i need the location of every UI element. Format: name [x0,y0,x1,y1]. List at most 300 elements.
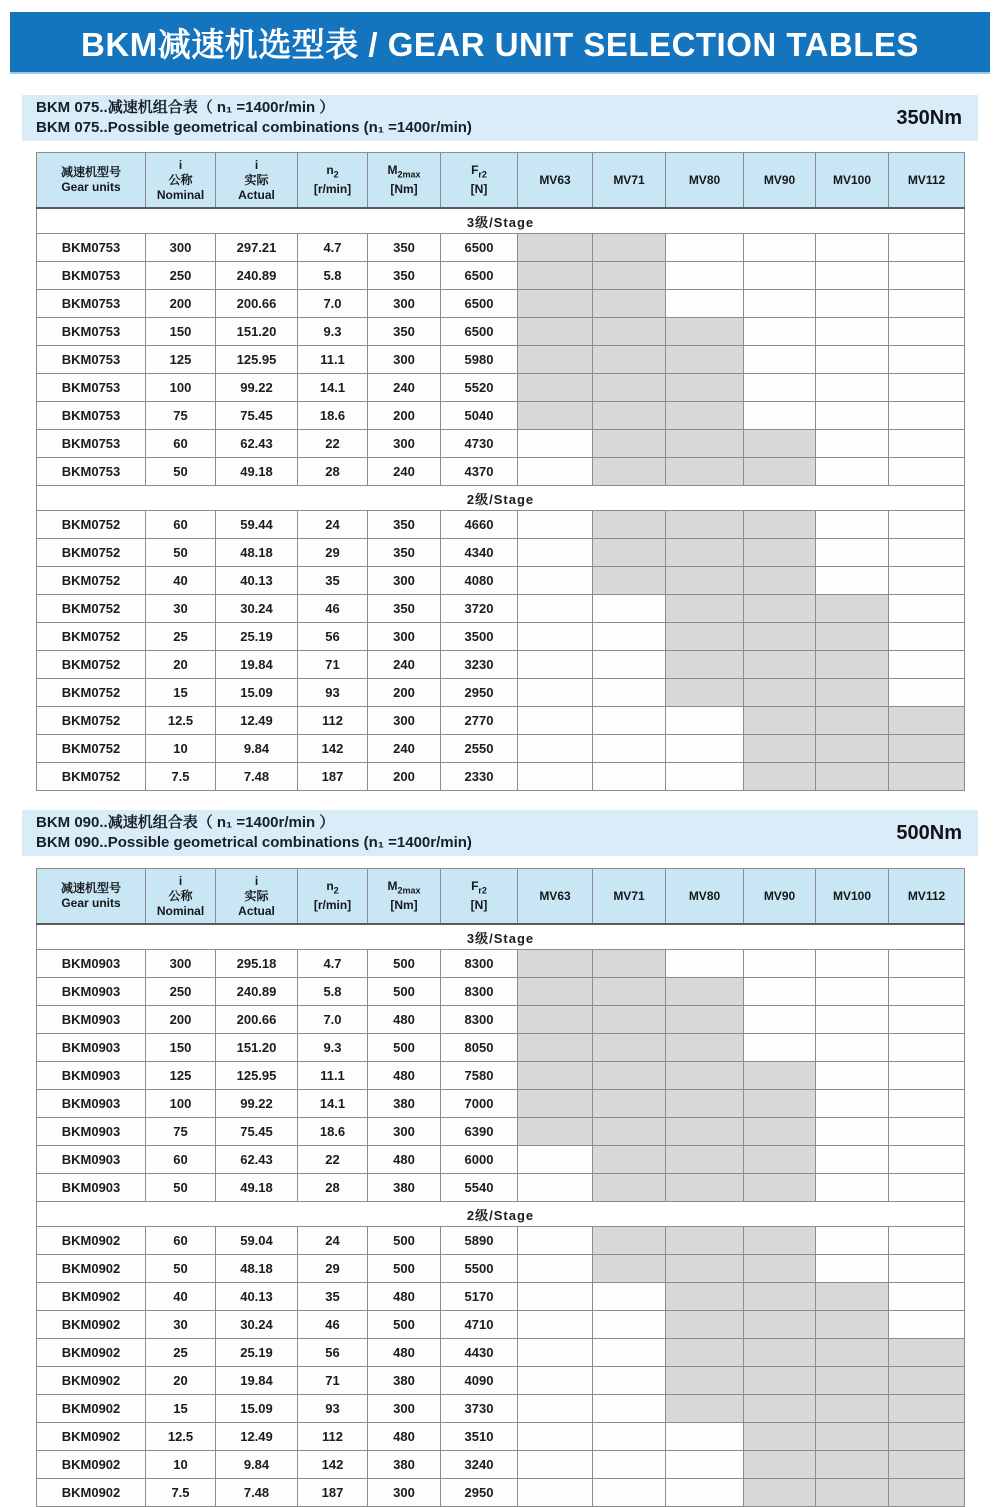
ratio-actual-cell: 200.66 [216,290,298,318]
mv-availability-cell [744,1062,816,1090]
fr2-cell: 6500 [441,290,518,318]
n2-cell: 5.8 [298,978,368,1006]
ratio-actual-cell: 25.19 [216,1339,298,1367]
stage-header-row [37,1202,965,1227]
mv-availability-cell [744,374,816,402]
table-row [37,458,965,486]
mv-availability-cell [816,346,889,374]
table-row [37,1090,965,1118]
gear-unit-cell: BKM0752 [37,707,146,735]
fr2-cell: 4660 [441,511,518,539]
ratio-nominal-cell: 300 [146,234,216,262]
col-header-mv80: MV80 [666,153,744,209]
ratio-actual-cell: 200.66 [216,1006,298,1034]
mv-availability-cell [816,1227,889,1255]
fr2-cell: 6390 [441,1118,518,1146]
symbol-base: F [471,162,479,177]
mv-availability-cell [593,651,666,679]
mv-availability-cell [593,1423,666,1451]
mv-availability-cell [889,978,965,1006]
ratio-actual-cell: 9.84 [216,735,298,763]
symbol-base: M [387,162,398,177]
gear-unit-cell: BKM0902 [37,1423,146,1451]
mv-availability-cell [744,651,816,679]
symbol-base: F [471,878,479,893]
mv-availability-cell [889,1227,965,1255]
ratio-nominal-cell: 125 [146,346,216,374]
mv-availability-cell [518,1174,593,1202]
header-line: 减速机型号 [60,165,121,179]
symbol-base: M [387,878,398,893]
gear-unit-cell: BKM0903 [37,1006,146,1034]
mv-availability-cell [816,1118,889,1146]
fr2-cell: 4730 [441,430,518,458]
mv-availability-cell [744,1479,816,1507]
mv-availability-cell [889,651,965,679]
mv-availability-cell [816,679,889,707]
fr2-cell: 5980 [441,346,518,374]
table-row [37,262,965,290]
mv-availability-cell [593,402,666,430]
ratio-nominal-cell: 50 [146,1255,216,1283]
mv-availability-cell [666,1451,744,1479]
m2max-cell: 240 [368,458,441,486]
ratio-actual-cell: 48.18 [216,1255,298,1283]
mv-availability-cell [518,1283,593,1311]
col-header-m2max [368,869,441,925]
mv-availability-cell [816,458,889,486]
mv-availability-cell [518,1118,593,1146]
mv-availability-cell [666,1339,744,1367]
table-row [37,1146,965,1174]
mv-availability-cell [518,1090,593,1118]
mv-availability-cell [816,318,889,346]
fr2-cell: 4430 [441,1339,518,1367]
col-header-m2max [368,153,441,209]
mv-availability-cell [518,430,593,458]
mv-availability-cell [518,539,593,567]
section-heading-cn: BKM 075..减速机组合表（ n₁ =1400r/min ） [36,99,335,116]
ratio-nominal-cell: 75 [146,1118,216,1146]
header-line: 实际 [244,172,269,187]
mv-availability-cell [889,290,965,318]
ratio-nominal-cell: 20 [146,1367,216,1395]
mv-availability-cell [744,1034,816,1062]
m2max-cell: 500 [368,1311,441,1339]
gear-unit-cell: BKM0902 [37,1227,146,1255]
mv-availability-cell [518,1367,593,1395]
mv-availability-cell [666,763,744,791]
mv-availability-cell [744,1146,816,1174]
mv-availability-cell [666,1146,744,1174]
header-line [442,163,516,182]
mv-availability-cell [889,234,965,262]
ratio-nominal-cell: 30 [146,595,216,623]
mv-availability-cell [816,1062,889,1090]
m2max-cell: 300 [368,290,441,318]
m2max-cell: 240 [368,735,441,763]
ratio-nominal-cell: 125 [146,1062,216,1090]
mv-availability-cell [889,1395,965,1423]
fr2-cell: 2550 [441,735,518,763]
mv-availability-cell [889,318,965,346]
col-header-mv100: MV100 [816,153,889,209]
table-row [37,1062,965,1090]
mv-availability-cell [744,511,816,539]
gear-unit-cell: BKM0753 [37,374,146,402]
table-row [37,567,965,595]
section-heading [36,98,472,138]
mv-availability-cell [744,1395,816,1423]
n2-cell: 24 [298,511,368,539]
torque-rating-badge: 500Nm [896,821,962,844]
symbol-base: n [326,878,334,893]
mv-availability-cell [816,623,889,651]
n2-cell: 28 [298,458,368,486]
gear-unit-cell: BKM0752 [37,623,146,651]
gear-unit-cell: BKM0753 [37,402,146,430]
mv-availability-cell [593,458,666,486]
mv-availability-cell [666,430,744,458]
mv-availability-cell [889,430,965,458]
mv-availability-cell [744,539,816,567]
mv-availability-cell [816,1034,889,1062]
mv-availability-cell [816,402,889,430]
table-row [37,1034,965,1062]
gear-unit-cell: BKM0902 [37,1479,146,1507]
table-row [37,679,965,707]
mv-availability-cell [816,290,889,318]
ratio-actual-cell: 151.20 [216,1034,298,1062]
ratio-actual-cell: 240.89 [216,262,298,290]
mv-availability-cell [518,735,593,763]
mv-availability-cell [518,1062,593,1090]
header-unit: [r/min] [313,182,352,197]
mv-availability-cell [744,290,816,318]
m2max-cell: 200 [368,679,441,707]
ratio-actual-cell: 295.18 [216,950,298,978]
mv-availability-cell [889,735,965,763]
n2-cell: 18.6 [298,1118,368,1146]
mv-availability-cell [666,567,744,595]
header-line: 公称 [168,172,193,187]
n2-cell: 7.0 [298,1006,368,1034]
mv-availability-cell [744,346,816,374]
ratio-actual-cell: 62.43 [216,1146,298,1174]
section-heading [36,813,472,853]
mv-availability-cell [744,1174,816,1202]
mv-availability-cell [889,1174,965,1202]
mv-availability-cell [666,595,744,623]
torque-rating-badge: 350Nm [896,106,962,129]
mv-availability-cell [889,1339,965,1367]
n2-cell: 112 [298,707,368,735]
mv-availability-cell [816,735,889,763]
mv-availability-cell [816,539,889,567]
table-row [37,1118,965,1146]
mv-availability-cell [666,511,744,539]
gear-unit-cell: BKM0752 [37,763,146,791]
m2max-cell: 480 [368,1423,441,1451]
fr2-cell: 2330 [441,763,518,791]
fr2-cell: 5500 [441,1255,518,1283]
header-unit: [r/min] [313,898,352,913]
mv-availability-cell [816,567,889,595]
header-line [442,879,516,898]
table-row [37,1339,965,1367]
ratio-actual-cell: 75.45 [216,1118,298,1146]
col-header-mv90: MV90 [744,869,816,925]
n2-cell: 22 [298,430,368,458]
gear-unit-cell: BKM0903 [37,1174,146,1202]
mv-availability-cell [518,651,593,679]
mv-availability-cell [744,318,816,346]
mv-availability-cell [744,1283,816,1311]
mv-availability-cell [816,430,889,458]
fr2-cell: 4080 [441,567,518,595]
mv-availability-cell [889,763,965,791]
mv-availability-cell [666,1034,744,1062]
fr2-cell: 5540 [441,1174,518,1202]
header-line: i [178,873,183,888]
mv-availability-cell [593,1090,666,1118]
m2max-cell: 380 [368,1174,441,1202]
col-header-n2 [298,869,368,925]
section-header-bkm090 [22,810,978,856]
mv-availability-cell [666,1367,744,1395]
n2-cell: 93 [298,679,368,707]
table-row [37,1174,965,1202]
ratio-actual-cell: 9.84 [216,1451,298,1479]
mv-availability-cell [816,374,889,402]
mv-availability-cell [518,290,593,318]
table-row [37,430,965,458]
ratio-actual-cell: 30.24 [216,595,298,623]
mv-availability-cell [744,402,816,430]
ratio-actual-cell: 12.49 [216,1423,298,1451]
gear-unit-cell: BKM0753 [37,430,146,458]
header-line [369,879,439,898]
mv-availability-cell [593,567,666,595]
ratio-actual-cell: 48.18 [216,539,298,567]
fr2-cell: 3240 [441,1451,518,1479]
gear-unit-cell: BKM0753 [37,318,146,346]
col-header-mv112: MV112 [889,153,965,209]
header-unit: [N] [470,898,488,913]
section-bkm090 [0,810,1000,1507]
n2-cell: 24 [298,1227,368,1255]
ratio-nominal-cell: 10 [146,735,216,763]
column-header-row [37,153,965,209]
stage-label: 2级/Stage [37,1202,965,1227]
m2max-cell: 350 [368,511,441,539]
mv-availability-cell [889,623,965,651]
header-line: i [254,873,259,888]
mv-availability-cell [593,511,666,539]
m2max-cell: 200 [368,402,441,430]
gear-unit-cell: BKM0752 [37,567,146,595]
mv-availability-cell [889,374,965,402]
n2-cell: 18.6 [298,402,368,430]
mv-availability-cell [666,978,744,1006]
mv-availability-cell [593,1034,666,1062]
mv-availability-cell [816,651,889,679]
n2-cell: 46 [298,595,368,623]
ratio-nominal-cell: 200 [146,290,216,318]
table-row [37,1367,965,1395]
header-line: i [254,157,259,172]
gear-unit-cell: BKM0903 [37,1062,146,1090]
m2max-cell: 300 [368,1118,441,1146]
mv-availability-cell [816,1479,889,1507]
ratio-actual-cell: 297.21 [216,234,298,262]
mv-availability-cell [518,1395,593,1423]
mv-availability-cell [744,978,816,1006]
mv-availability-cell [518,511,593,539]
table-row [37,402,965,430]
mv-availability-cell [889,1367,965,1395]
n2-cell: 187 [298,1479,368,1507]
mv-availability-cell [666,1062,744,1090]
ratio-nominal-cell: 25 [146,1339,216,1367]
ratio-actual-cell: 59.04 [216,1227,298,1255]
mv-availability-cell [666,290,744,318]
mv-availability-cell [744,707,816,735]
gear-unit-cell: BKM0902 [37,1395,146,1423]
n2-cell: 9.3 [298,318,368,346]
table-row [37,290,965,318]
ratio-nominal-cell: 10 [146,1451,216,1479]
n2-cell: 112 [298,1423,368,1451]
ratio-nominal-cell: 150 [146,318,216,346]
mv-availability-cell [518,346,593,374]
ratio-actual-cell: 19.84 [216,1367,298,1395]
fr2-cell: 3510 [441,1423,518,1451]
mv-availability-cell [744,1311,816,1339]
mv-availability-cell [744,1367,816,1395]
m2max-cell: 240 [368,651,441,679]
mv-availability-cell [889,595,965,623]
m2max-cell: 350 [368,539,441,567]
gear-unit-cell: BKM0903 [37,978,146,1006]
section-header-bkm075 [22,95,978,141]
stage-header-row [37,208,965,234]
gear-unit-cell: BKM0903 [37,1034,146,1062]
mv-availability-cell [816,1255,889,1283]
mv-availability-cell [816,1006,889,1034]
n2-cell: 11.1 [298,1062,368,1090]
table-row [37,1006,965,1034]
ratio-nominal-cell: 40 [146,567,216,595]
table-row [37,763,965,791]
col-header-mv100: MV100 [816,869,889,925]
n2-cell: 71 [298,1367,368,1395]
gear-unit-cell: BKM0902 [37,1311,146,1339]
mv-availability-cell [889,458,965,486]
col-header-mv63: MV63 [518,869,593,925]
mv-availability-cell [744,950,816,978]
mv-availability-cell [744,623,816,651]
mv-availability-cell [593,1367,666,1395]
fr2-cell: 8050 [441,1034,518,1062]
m2max-cell: 480 [368,1062,441,1090]
mv-availability-cell [889,1283,965,1311]
mv-availability-cell [593,262,666,290]
mv-availability-cell [593,1255,666,1283]
mv-availability-cell [518,1479,593,1507]
section-heading-en: BKM 090..Possible geometrical combinations (n₁ =1400r/min) [36,834,472,851]
m2max-cell: 500 [368,1227,441,1255]
mv-availability-cell [593,707,666,735]
mv-availability-cell [744,1451,816,1479]
ratio-actual-cell: 19.84 [216,651,298,679]
mv-availability-cell [518,374,593,402]
mv-availability-cell [518,1227,593,1255]
stage-header-row [37,924,965,950]
gear-unit-cell: BKM0752 [37,735,146,763]
fr2-cell: 3730 [441,1395,518,1423]
ratio-nominal-cell: 7.5 [146,1479,216,1507]
fr2-cell: 3230 [441,651,518,679]
ratio-nominal-cell: 60 [146,1227,216,1255]
mv-availability-cell [666,318,744,346]
mv-availability-cell [518,262,593,290]
header-line: Actual [238,903,275,918]
gear-unit-cell: BKM0903 [37,1118,146,1146]
ratio-actual-cell: 240.89 [216,978,298,1006]
mv-availability-cell [518,763,593,791]
mv-availability-cell [816,950,889,978]
gear-unit-cell: BKM0752 [37,539,146,567]
mv-availability-cell [889,539,965,567]
mv-availability-cell [816,262,889,290]
mv-availability-cell [889,1479,965,1507]
ratio-actual-cell: 49.18 [216,458,298,486]
fr2-cell: 5170 [441,1283,518,1311]
mv-availability-cell [816,1090,889,1118]
gear-unit-cell: BKM0902 [37,1451,146,1479]
table-row [37,1311,965,1339]
m2max-cell: 300 [368,567,441,595]
header-line: 实际 [244,888,269,903]
n2-cell: 35 [298,567,368,595]
mv-availability-cell [593,374,666,402]
gear-unit-cell: BKM0752 [37,679,146,707]
table-row [37,1451,965,1479]
mv-availability-cell [889,402,965,430]
mv-availability-cell [593,1451,666,1479]
page-title: BKM减速机选型表 / GEAR UNIT SELECTION TABLES [81,25,919,63]
symbol-subscript: 2max [397,169,421,180]
ratio-actual-cell: 62.43 [216,430,298,458]
table-row [37,539,965,567]
mv-availability-cell [518,1423,593,1451]
header-line: Actual [238,187,275,202]
mv-availability-cell [744,262,816,290]
mv-availability-cell [518,1034,593,1062]
mv-availability-cell [744,1339,816,1367]
ratio-actual-cell: 75.45 [216,402,298,430]
ratio-nominal-cell: 15 [146,1395,216,1423]
header-line: Nominal [156,187,205,202]
column-header-row [37,869,965,925]
fr2-cell: 4710 [441,1311,518,1339]
fr2-cell: 4340 [441,539,518,567]
ratio-nominal-cell: 15 [146,679,216,707]
m2max-cell: 380 [368,1090,441,1118]
ratio-nominal-cell: 40 [146,1283,216,1311]
table-row [37,1479,965,1507]
